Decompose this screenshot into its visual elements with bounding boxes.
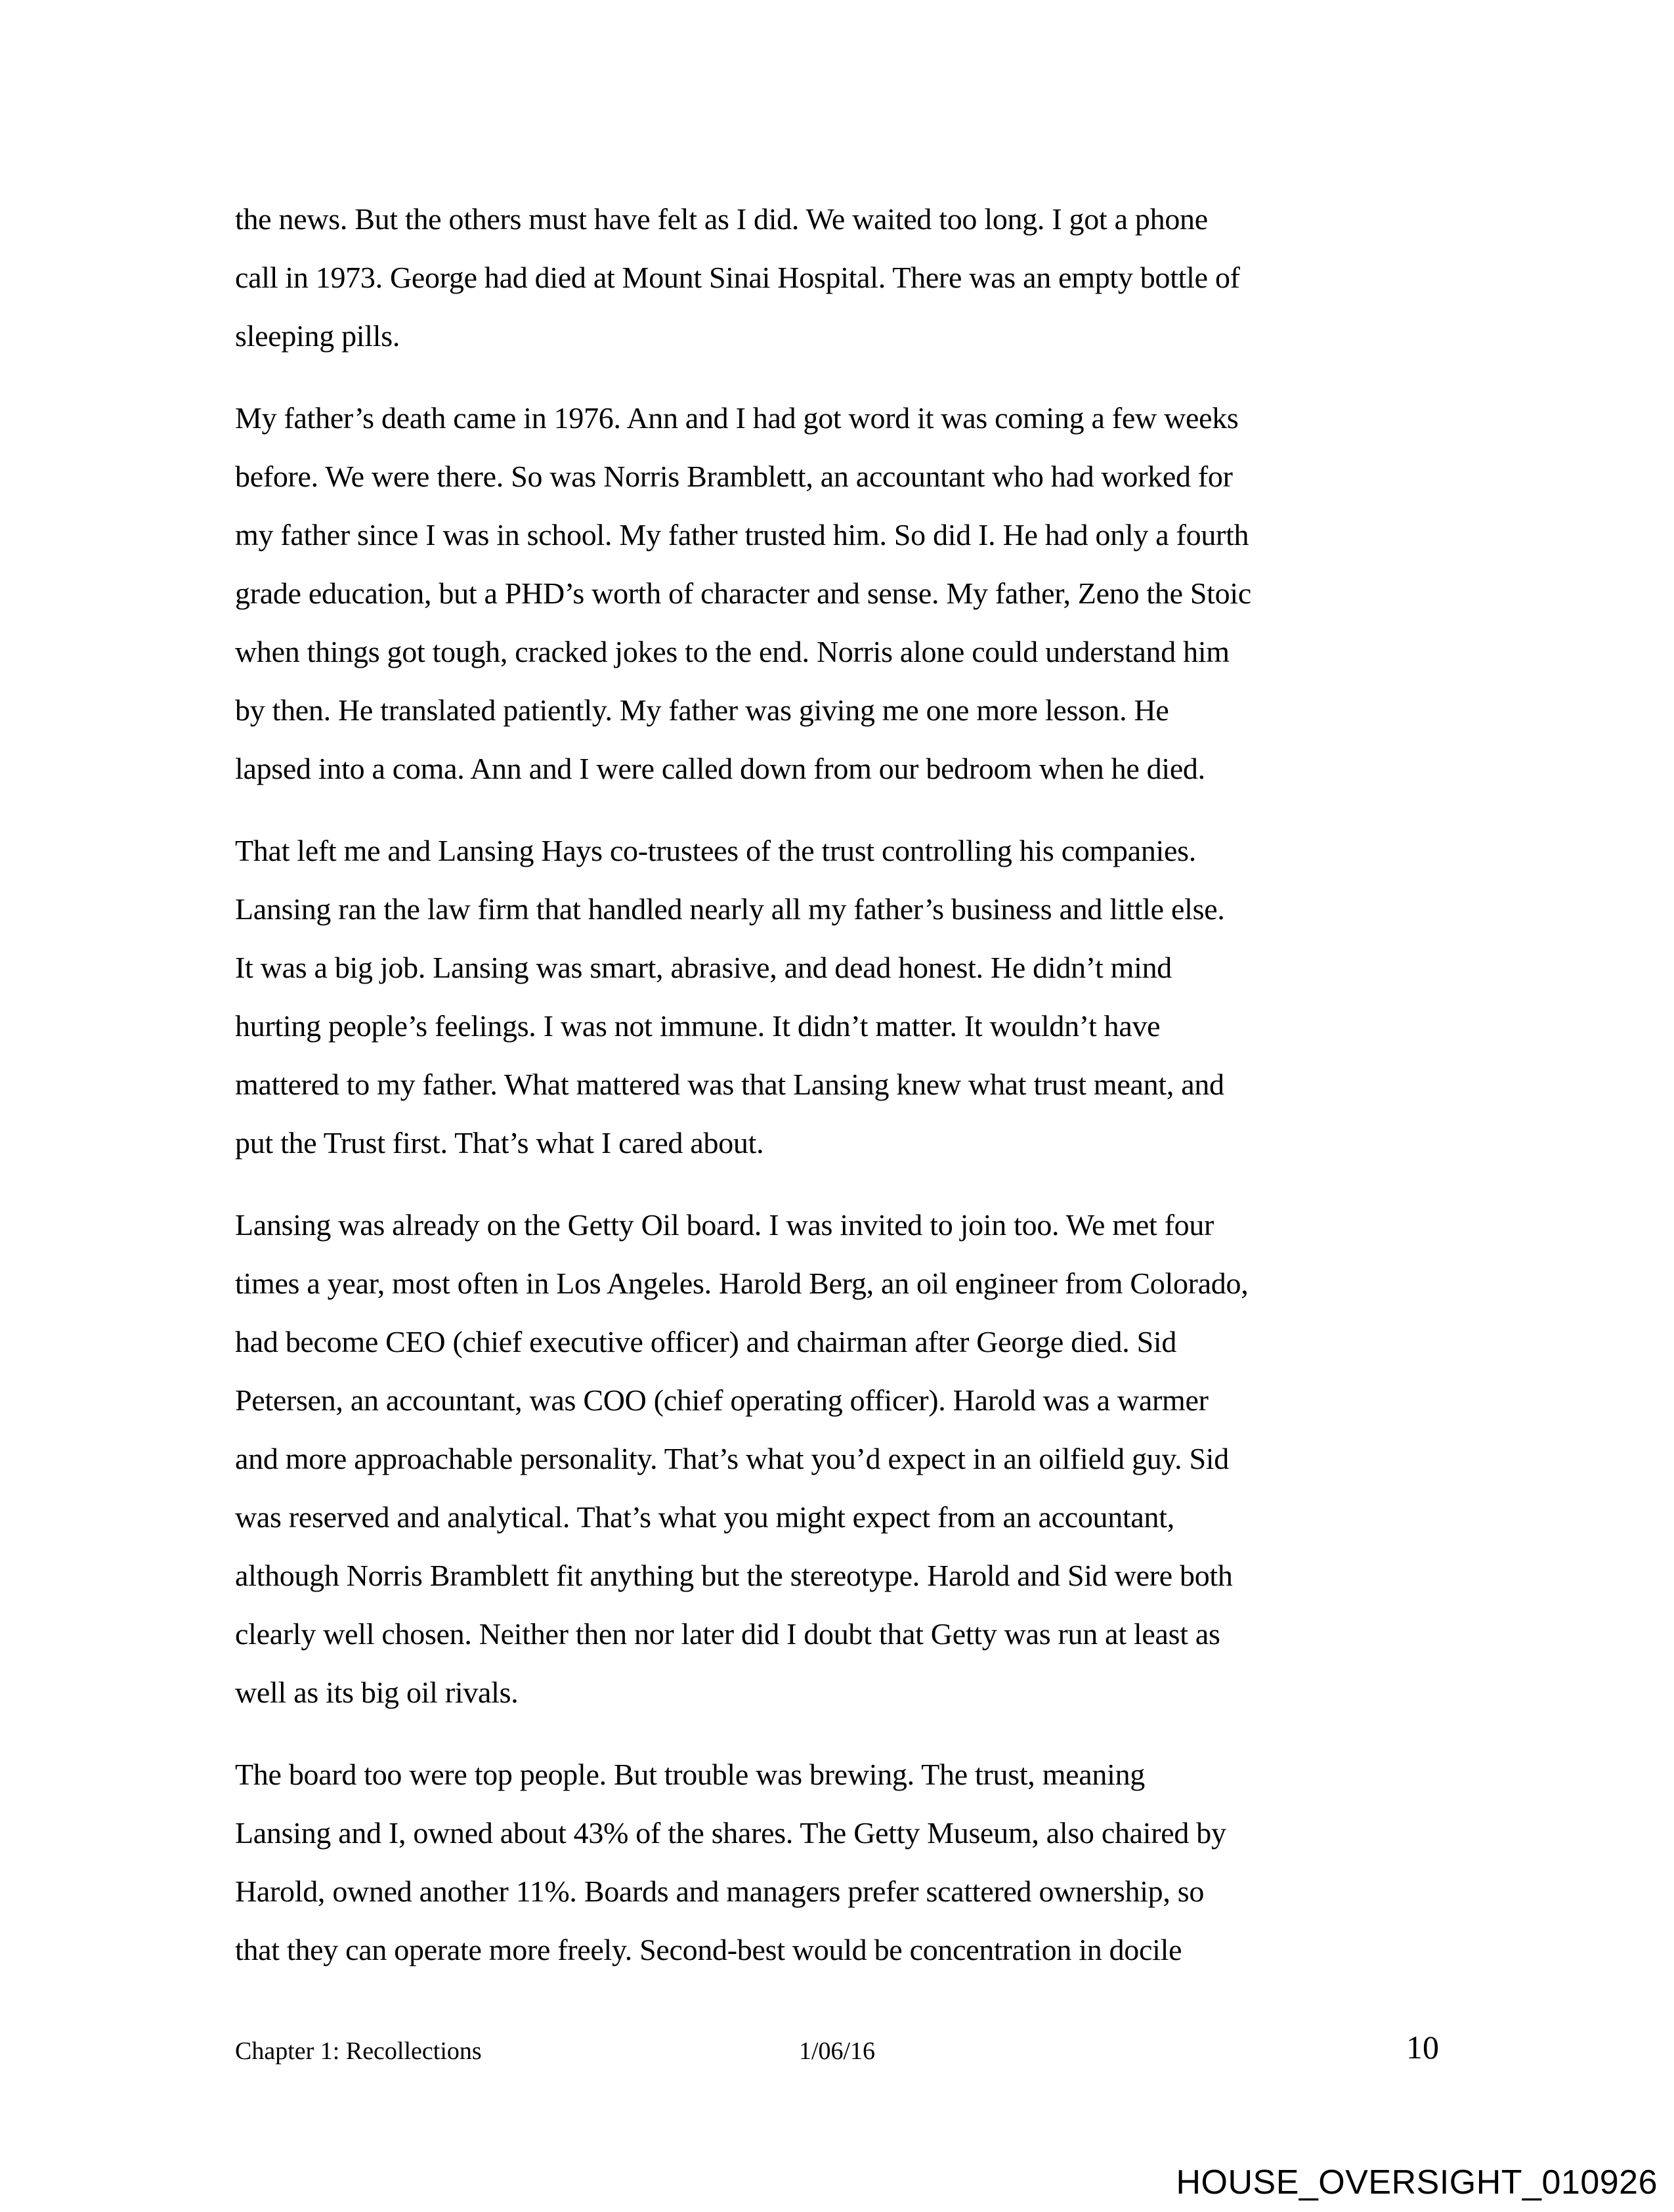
text-line: although Norris Bramblett fit anything but the stereotype. Harold and Sid were both: [235, 1559, 1233, 1592]
paragraph: [235, 1196, 1446, 1722]
text-line: mattered to my father. What mattered was that Lansing knew what trust meant, and: [235, 1068, 1224, 1101]
text-line: My father’s death came in 1976. Ann and I had got word it was coming a few weeks: [235, 401, 1239, 435]
text-line: Lansing and I, owned about 43% of the shares. The Getty Museum, also chaired by: [235, 1816, 1226, 1850]
footer-page-number: 10: [1406, 2029, 1439, 2066]
paragraph: [235, 821, 1446, 1172]
paragraph: [235, 389, 1446, 798]
text-line: Lansing was already on the Getty Oil board. I was invited to join too. We met four: [235, 1208, 1214, 1242]
text-line: sleeping pills.: [235, 319, 400, 353]
text-line: Lansing ran the law firm that handled nearly all my father’s business and little else.: [235, 892, 1225, 926]
text-line: and more approachable personality. That’s what you’d expect in an oilfield guy. Sid: [235, 1442, 1229, 1475]
text-line: That left me and Lansing Hays co-trustees of the trust controlling his companies.: [235, 834, 1196, 867]
text-line: The board too were top people. But trouble was brewing. The trust, meaning: [235, 1758, 1145, 1791]
text-line: hurting people’s feelings. I was not immune. It didn’t matter. It wouldn’t have: [235, 1009, 1161, 1043]
page-body: [235, 190, 1446, 2003]
text-line: well as its big oil rivals.: [235, 1676, 519, 1709]
text-line: clearly well chosen. Neither then nor later did I doubt that Getty was run at least as: [235, 1617, 1220, 1651]
paragraph: [235, 1745, 1446, 1979]
oversight-stamp: HOUSE_OVERSIGHT_010926: [1176, 2163, 1658, 2201]
text-line: that they can operate more freely. Second-best would be concentration in docile: [235, 1933, 1182, 1966]
text-line: my father since I was in school. My father trusted him. So did I. He had only a fourth: [235, 518, 1249, 552]
text-line: when things got tough, cracked jokes to the end. Norris alone could understand him: [235, 635, 1230, 668]
footer-chapter-title: Chapter 1: Recollections: [235, 2037, 482, 2065]
text-line: had become CEO (chief executive officer) and chairman after George died. Sid: [235, 1325, 1177, 1358]
text-line: times a year, most often in Los Angeles. Harold Berg, an oil engineer from Colorado,: [235, 1267, 1249, 1300]
text-line: lapsed into a coma. Ann and I were called down from our bedroom when he died.: [235, 752, 1205, 785]
text-line: grade education, but a PHD’s worth of character and sense. My father, Zeno the Stoic: [235, 576, 1251, 610]
footer-date: 1/06/16: [798, 2037, 876, 2065]
text-line: before. We were there. So was Norris Bramblett, an accountant who had worked for: [235, 460, 1233, 493]
text-line: It was a big job. Lansing was smart, abrasive, and dead honest. He didn’t mind: [235, 951, 1172, 984]
text-line: call in 1973. George had died at Mount Sinai Hospital. There was an empty bottle of: [235, 261, 1240, 294]
text-line: was reserved and analytical. That’s what you might expect from an accountant,: [235, 1500, 1174, 1534]
paragraph: [235, 190, 1446, 365]
page-footer: [235, 2031, 1439, 2071]
text-line: the news. But the others must have felt as I did. We waited too long. I got a phone: [235, 202, 1208, 236]
text-line: Petersen, an accountant, was COO (chief operating officer). Harold was a warmer: [235, 1383, 1209, 1417]
text-line: by then. He translated patiently. My father was giving me one more lesson. He: [235, 693, 1169, 727]
text-line: put the Trust first. That’s what I cared about.: [235, 1126, 764, 1160]
text-line: Harold, owned another 11%. Boards and managers prefer scattered ownership, so: [235, 1875, 1205, 1908]
